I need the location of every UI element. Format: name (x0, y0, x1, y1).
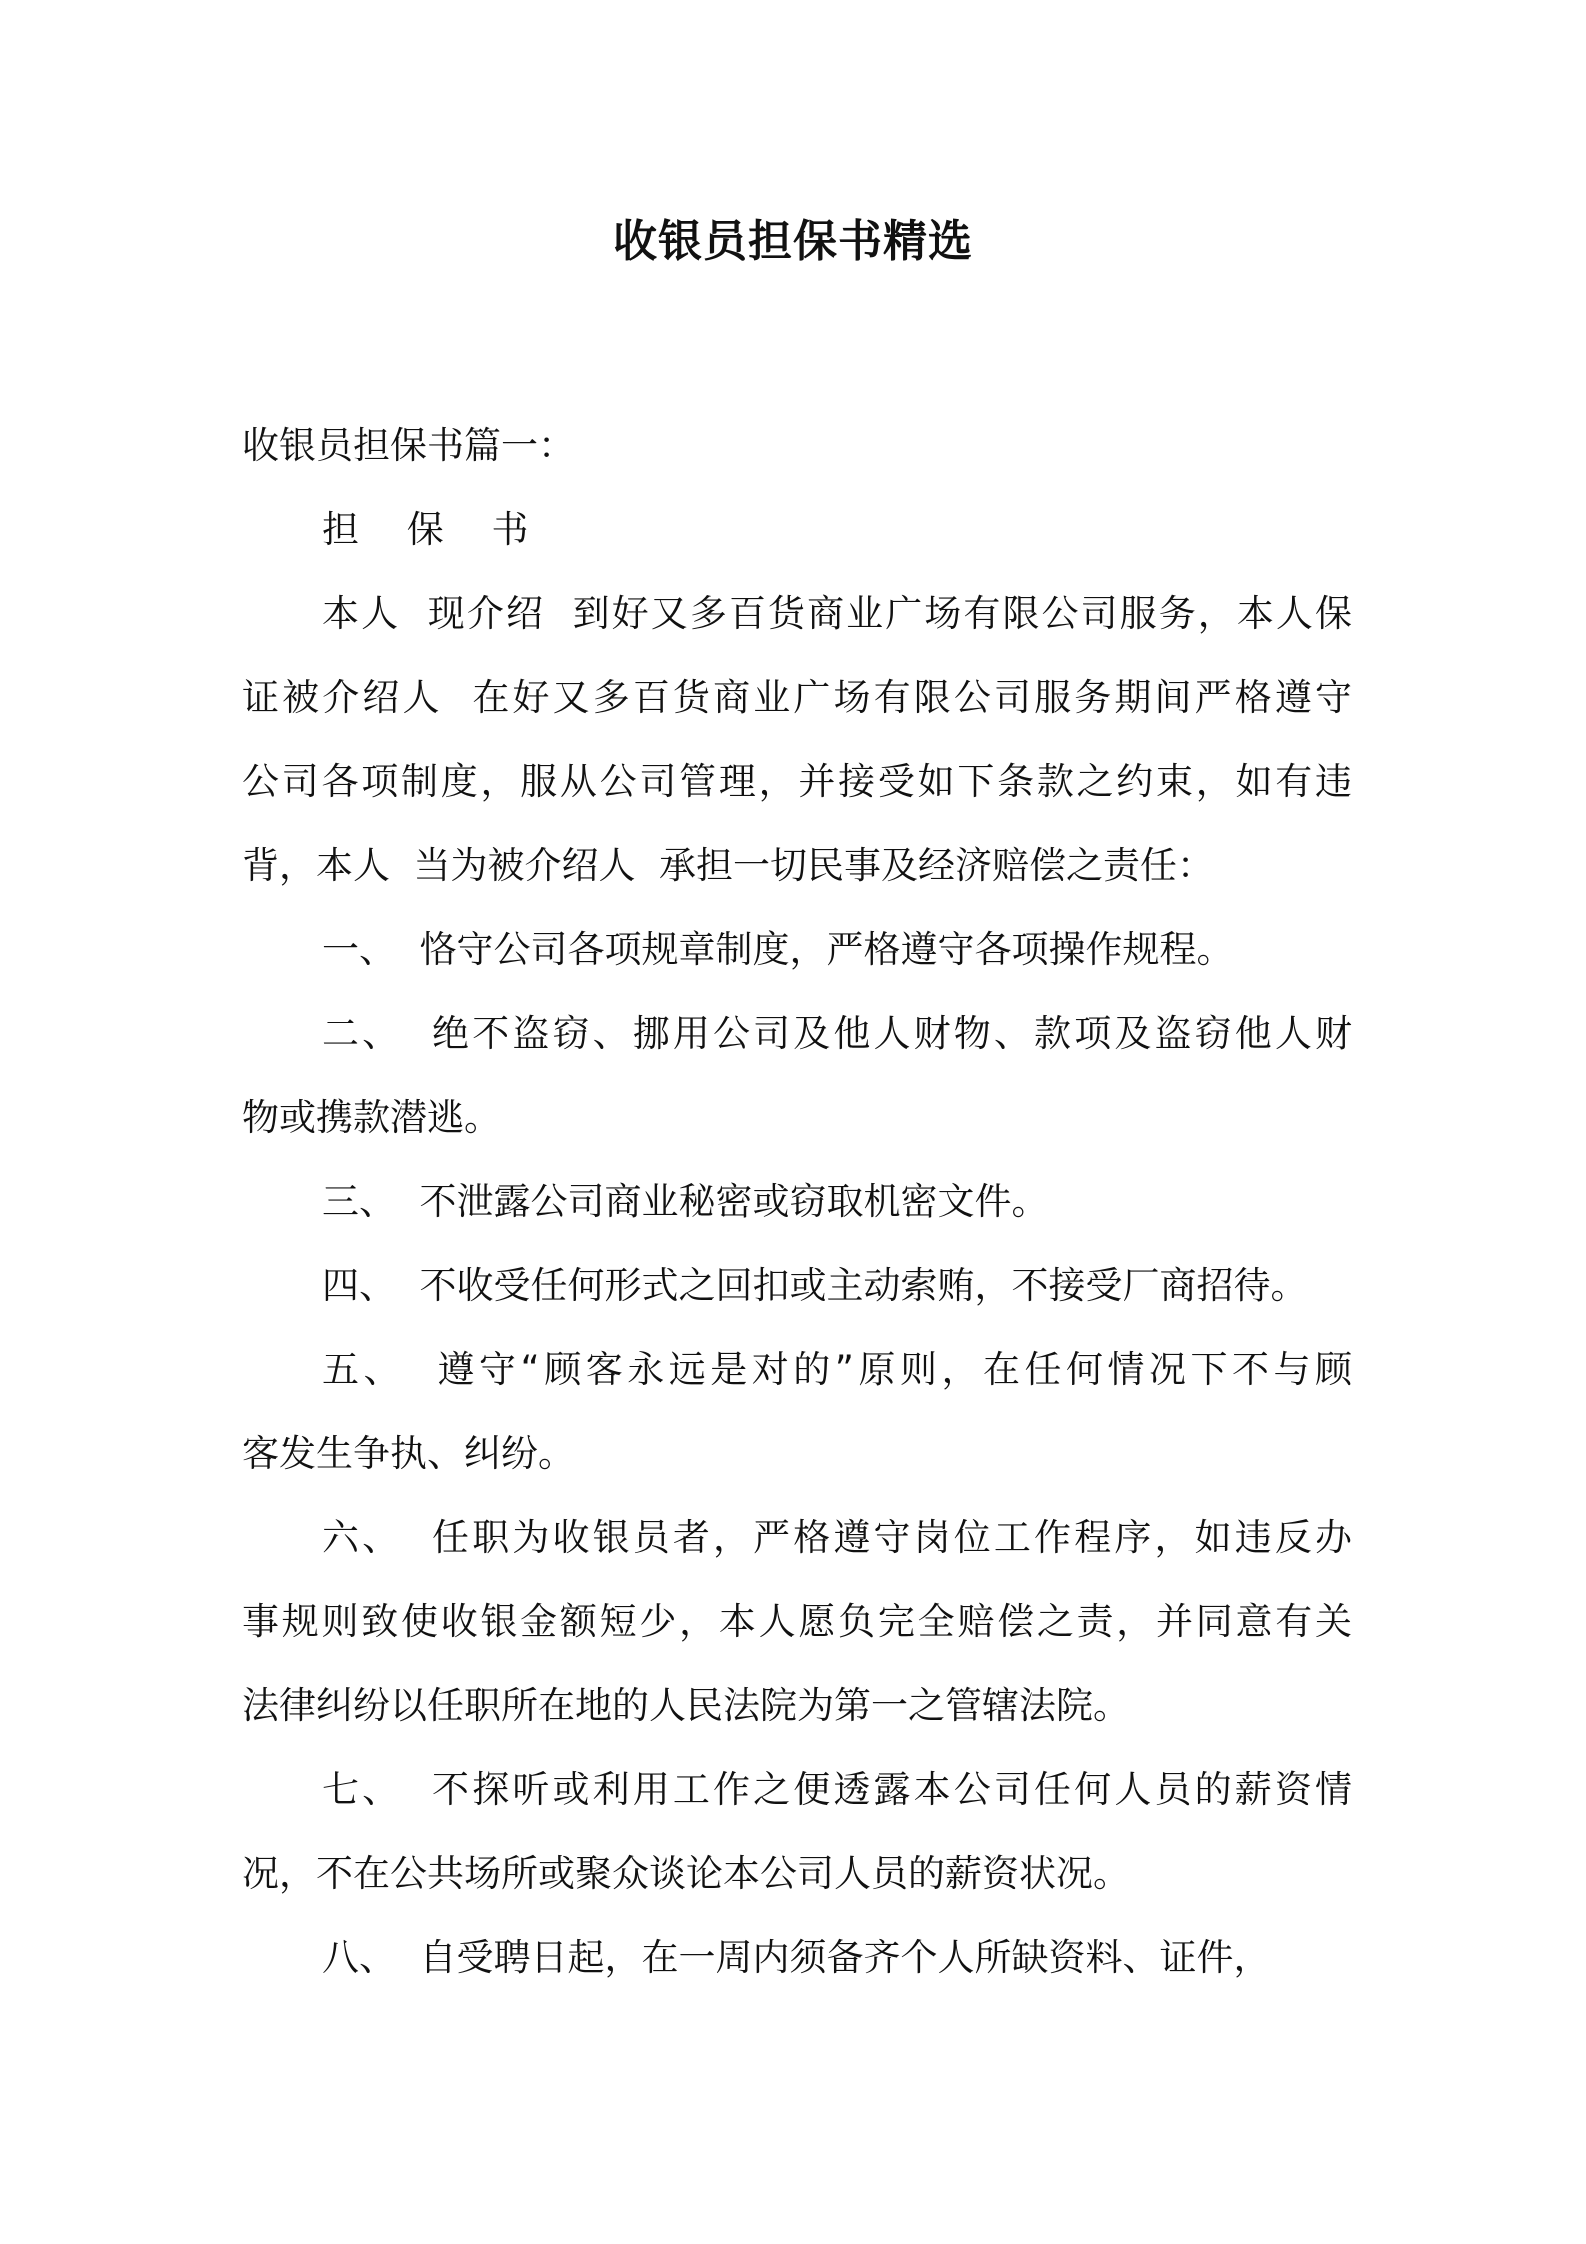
clause-line: 六、 任职为收银员者，严格遵守岗位工作程序，如违反办 (322, 1516, 1352, 1559)
paragraph-line: 证被介绍人 在好又多百货商业广场有限公司服务期间严格遵守 (242, 676, 1352, 719)
clause-line: 八、 自受聘日起，在一周内须备齐个人所缺资料、证件， (322, 1936, 1271, 1979)
document-body (242, 404, 1362, 2000)
clause-line: 事规则致使收银金额短少，本人愿负完全赔偿之责，并同意有关 (242, 1600, 1352, 1643)
clause-line: 法律纠纷以任职所在地的人民法院为第一之管辖法院。 (242, 1684, 1130, 1727)
section-heading: 收银员担保书篇一： (242, 424, 575, 467)
paragraph-line: 背，本人 当为被介绍人 承担一切民事及经济赔偿之责任： (242, 844, 1215, 887)
paragraph-line: 公司各项制度，服从公司管理，并接受如下条款之约束，如有违 (242, 760, 1352, 803)
clause-line: 三、 不泄露公司商业秘密或窃取机密文件。 (322, 1180, 1049, 1223)
clause-line: 二、 绝不盗窃、挪用公司及他人财物、款项及盗窃他人财 (322, 1012, 1352, 1055)
clause-line: 七、 不探听或利用工作之便透露本公司任何人员的薪资情 (322, 1768, 1352, 1811)
clause-line: 一、 恪守公司各项规章制度，严格遵守各项操作规程。 (322, 928, 1234, 971)
paragraph-line: 本人 现介绍 到好又多百货商业广场有限公司服务，本人保 (322, 592, 1352, 635)
clause-line: 四、 不收受任何形式之回扣或主动索贿，不接受厂商招待。 (322, 1264, 1308, 1307)
guarantee-subtitle: 担 保 书 (322, 508, 547, 551)
clause-line: 客发生争执、纠纷。 (242, 1432, 575, 1475)
document-title: 收银员担保书精选 (613, 216, 973, 267)
clause-line: 物或携款潜逃。 (242, 1096, 501, 1139)
clause-line: 五、 遵守“顾客永远是对的”原则，在任何情况下不与顾 (322, 1348, 1352, 1391)
clause-line: 况，不在公共场所或聚众谈论本公司人员的薪资状况。 (242, 1852, 1130, 1895)
